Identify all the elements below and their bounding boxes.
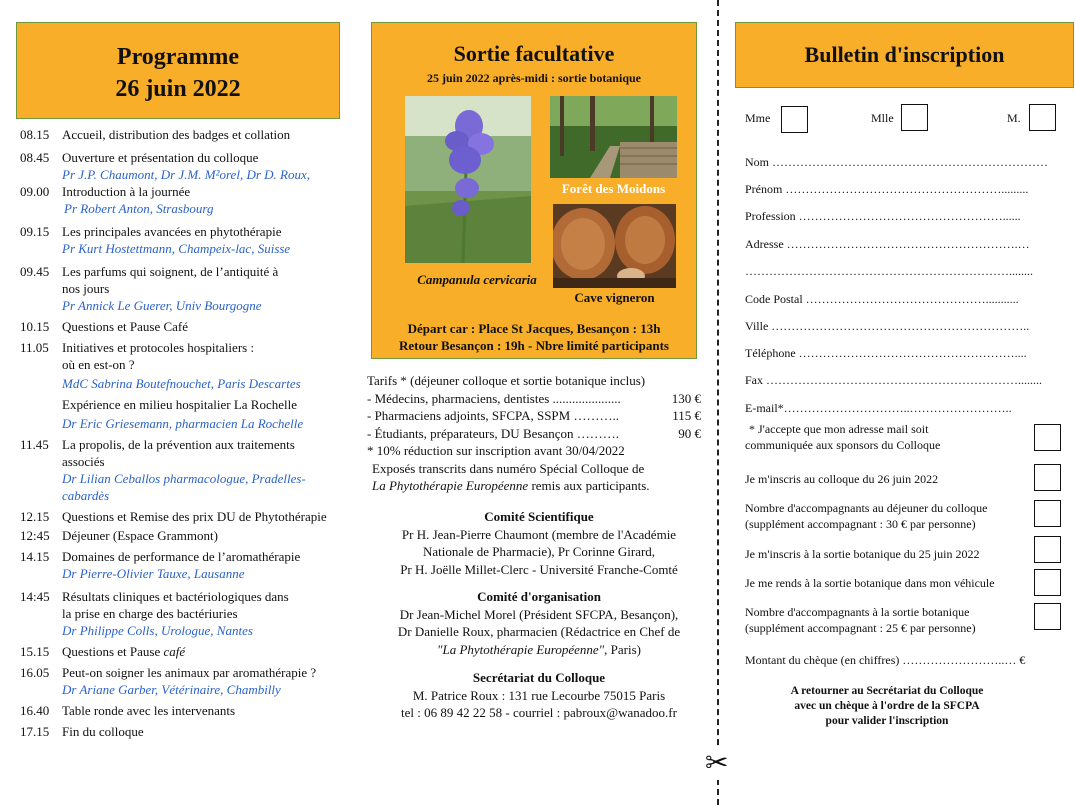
schedule-item: 09.15 Les principales avancées en phytothérapie <box>20 224 282 239</box>
cave-caption: Cave vigneron <box>574 290 655 305</box>
schedule-item: 11.05 Initiatives et protocoles hospitaliers : <box>20 340 255 355</box>
tarif-reduction: * 10% réduction sur inscription avant 30/04/2022 <box>367 443 625 458</box>
speaker: Dr Eric Griesemann, pharmacien La Rochelle <box>62 416 304 431</box>
speaker: Pr Annick Le Guerer, Univ Bourgogne <box>62 298 262 313</box>
speaker: Dr Philippe Colls, Urologue, Nantes <box>62 623 253 638</box>
civilite-m-checkbox[interactable] <box>1029 104 1056 131</box>
tarif-note: Exposés transcrits dans numéro Spécial Colloque de <box>372 460 645 476</box>
scissors-icon: ✂ <box>705 746 729 779</box>
option-accompagnants-dejeuner: Nombre d'accompagnants au déjeuner du colloque (supplément accompagnant : 30 € par personne) <box>745 501 988 531</box>
schedule-item: 08.45 Ouverture et présentation du colloque <box>20 150 259 165</box>
civilite-mlle-checkbox[interactable] <box>901 104 928 131</box>
speaker: MdC Sabrina Boutefnouchet, Paris Descartes <box>62 376 301 391</box>
profession-field[interactable]: Profession ……………………………………………...... <box>745 209 1021 223</box>
vehicule-checkbox[interactable] <box>1034 569 1061 596</box>
civilite-mme-label: Mme <box>745 111 771 125</box>
adresse-line2-field[interactable]: …………………………………………………………........ <box>745 264 1033 278</box>
fax-field[interactable]: Fax ………………………………………………………........ <box>745 373 1042 387</box>
nom-field[interactable]: Nom …………………………………………………………… <box>745 155 1048 169</box>
programme-title: Programme <box>116 44 240 70</box>
programme-header <box>16 22 340 119</box>
bulletin-header <box>735 22 1074 88</box>
forest-photo <box>550 96 677 178</box>
tarifs-heading: Tarifs * (déjeuner colloque et sortie botanique inclus) <box>367 373 646 388</box>
schedule-item: 10.15 Questions et Pause Café <box>20 319 189 334</box>
speaker: Dr Lilian Ceballos pharmacologue, Pradelles- <box>62 471 306 486</box>
programme-date: 26 juin 2022 <box>115 76 241 102</box>
schedule-item: 12:45 Déjeuner (Espace Grammont) <box>20 528 218 543</box>
telephone-field[interactable]: Téléphone ……………………………………………….... <box>745 346 1027 360</box>
tarif-row: - Pharmaciens adjoints, SFCPA, SSPM ……….. 115 € <box>367 408 701 423</box>
forest-caption: Forêt des Moidons <box>561 181 666 196</box>
montant-cheque-field[interactable]: Montant du chèque (en chiffres) ……………………..… € <box>745 653 1026 667</box>
schedule-item: 09.45 Les parfums qui soignent, de l’antiquité à <box>20 264 279 279</box>
speaker: Pr Kurt Hostettmann, Champeix-lac, Suisse <box>62 241 291 256</box>
email-consent-checkbox[interactable] <box>1034 424 1061 451</box>
schedule-item: 14.15 Domaines de performance de l’aromathérapie <box>20 549 301 564</box>
option-accompagnants-sortie: Nombre d'accompagnants à la sortie botanique (supplément accompagnant : 25 € par personne) <box>745 605 976 635</box>
speaker: Dr Ariane Garber, Vétérinaire, Chambilly <box>62 682 281 697</box>
adresse-field[interactable]: Adresse ………………………………………………….… <box>745 237 1030 251</box>
schedule-item: 16.05 Peut-on soigner les animaux par aromathérapie ? <box>20 665 317 680</box>
schedule-item: 08.15 Accueil, distribution des badges et collation <box>20 127 291 142</box>
bulletin-title: Bulletin d'inscription <box>804 42 1005 67</box>
secretariat-heading: Secrétariat du Colloque <box>472 670 606 685</box>
option-vehicule: Je me rends à la sortie botanique dans mon véhicule <box>745 576 995 590</box>
sortie-subtitle: 25 juin 2022 après-midi : sortie botanique <box>426 71 641 85</box>
retour-instructions: A retourner au Secrétariat du Colloque avec un chèque à l'ordre de la SFCPA pour valider l'inscription <box>790 685 984 727</box>
code-postal-field[interactable]: Code Postal ………………………………………........... <box>745 292 1019 306</box>
campanula-flower-photo <box>405 96 531 263</box>
sortie-panel <box>371 22 697 359</box>
schedule-item: 15.15 Questions et Pause café <box>20 644 186 659</box>
civilite-mme-checkbox[interactable] <box>781 106 808 133</box>
tarif-note-2: La Phytothérapie Européenne remis aux participants. <box>372 478 650 493</box>
prenom-field[interactable]: Prénom ………………………………………………......... <box>745 182 1029 196</box>
depart-info: Départ car : Place St Jacques, Besançon : 13h <box>407 321 661 336</box>
civilite-m-label: M. <box>1007 111 1021 125</box>
sortie-title: Sortie facultative <box>453 41 615 66</box>
option-colloque: Je m'inscris au colloque du 26 juin 2022 <box>745 472 939 486</box>
accompagnants-sortie-box[interactable] <box>1034 603 1061 630</box>
accompagnants-dejeuner-box[interactable] <box>1034 500 1061 527</box>
tarif-row: - Étudiants, préparateurs, DU Besançon ………. 90 € <box>367 425 701 441</box>
cut-line <box>717 0 719 805</box>
speaker: Pr J.P. Chaumont, Dr J.M. M²orel, Dr D. Roux, <box>62 167 310 182</box>
schedule-item: 12.15 Questions et Remise des prix DU de Phytothérapie <box>20 509 327 524</box>
comite-organisation-heading: Comité d'organisation <box>477 589 601 604</box>
email-field[interactable]: E-mail*…………………………..…………………….. <box>745 401 1012 415</box>
schedule-item: 16.40 Table ronde avec les intervenants <box>20 703 236 718</box>
retour-info: Retour Besançon : 19h - Nbre limité participants <box>399 338 669 353</box>
comite-scientifique: Comité Scientifique Pr H. Jean-Pierre Chaumont (membre de l'Académie Nationale de Pharmacie), Pr Corinne Girard, Pr H. Joëlle Millet-Clerc - Université Franche-Comté <box>367 508 711 578</box>
schedule-item: 09.00 Introduction à la journée <box>20 184 191 199</box>
speaker: Pr Robert Anton, Strasbourg <box>64 201 214 216</box>
flower-caption: Campanula cervicaria <box>417 272 537 287</box>
wine-cellar-photo <box>553 204 676 288</box>
comite-scientifique-heading: Comité Scientifique <box>484 509 594 524</box>
colloque-checkbox[interactable] <box>1034 464 1061 491</box>
civilite-mlle-label: Mlle <box>871 111 894 125</box>
schedule-item: 11.45 La propolis, de la prévention aux traitements <box>20 437 295 452</box>
speaker: Dr Pierre-Olivier Tauxe, Lausanne <box>62 566 245 581</box>
sortie-botanique-checkbox[interactable] <box>1034 536 1061 563</box>
secretariat: Secrétariat du Colloque M. Patrice Roux : 131 rue Lecourbe 75015 Paris tel : 06 89 42 22 58 - courriel : pabroux@wanadoo.fr <box>367 669 711 722</box>
tarif-row: - Médecins, pharmaciens, dentistes ..................... 130 € <box>367 390 701 406</box>
comite-organisation: Comité d'organisation Dr Jean-Michel Morel (Président SFCPA, Besançon), Dr Danielle Roux, pharmacien (Rédactrice en Chef de "La Phytothérapie Européenne", Paris) <box>367 588 711 658</box>
schedule-item: 17.15 Fin du colloque <box>20 724 144 739</box>
ville-field[interactable]: Ville ……………………………………………………….. <box>745 319 1030 333</box>
schedule-item: 14:45 Résultats cliniques et bactériologiques dans <box>20 589 289 604</box>
programme-schedule: 08.15 Accueil, distribution des badges et collation 08.45 Ouverture et présentation du colloque Pr J.P. Chaumont, Dr J.M. M²orel, Dr D. Roux, 09.00 Introduction à la journée Pr Robert Anton, Strasbourg 09.15 Les principales avancées en phytothérapie Pr Kurt Hostettmann, Champeix-lac, Suisse 09.45 Les parfums qui soignent, de l’antiquité à nos jours Pr Annick Le Guerer, Univ Bourgogne 10.15 Questions et Pause Café 11.05 Initiatives et protocoles hospitaliers : où en est-on ? MdC Sabrina Boutefnouchet, Paris Descartes Expérience en milieu hospitalier La Rochelle Dr Eric Griesemann, pharmacien La Rochelle 11.45 La propolis, de la prévention aux traitements associés Dr Lilian Ceballos pharmacologue, Pradelles- cabardès 12.15 Questions et Remise des prix DU de Phytothérapie 12:45 Déjeuner (Espace Grammont) 14.15 Domaines de performance de l’aromathérapie Dr Pierre-Olivier Tauxe, Lausanne 14:45 Résultats cliniques et bactériologiques dans la prise en charge des bactériuries Dr Philippe Colls, Urologue, Nantes 15.15 Questions et Pause café 16.05 Peut-on soigner les animaux par aromathérapie ? Dr Ariane Garber, Vétérinaire, Chambilly 16.40 Table ronde avec les intervenants 17.15 Fin du colloque <box>20 126 370 740</box>
option-email-consent: * J'accepte que mon adresse mail soit communiquée aux sponsors du Colloque <box>745 422 941 452</box>
tarifs-section <box>367 372 701 495</box>
option-sortie-botanique: Je m'inscris à la sortie botanique du 25 juin 2022 <box>745 547 980 561</box>
